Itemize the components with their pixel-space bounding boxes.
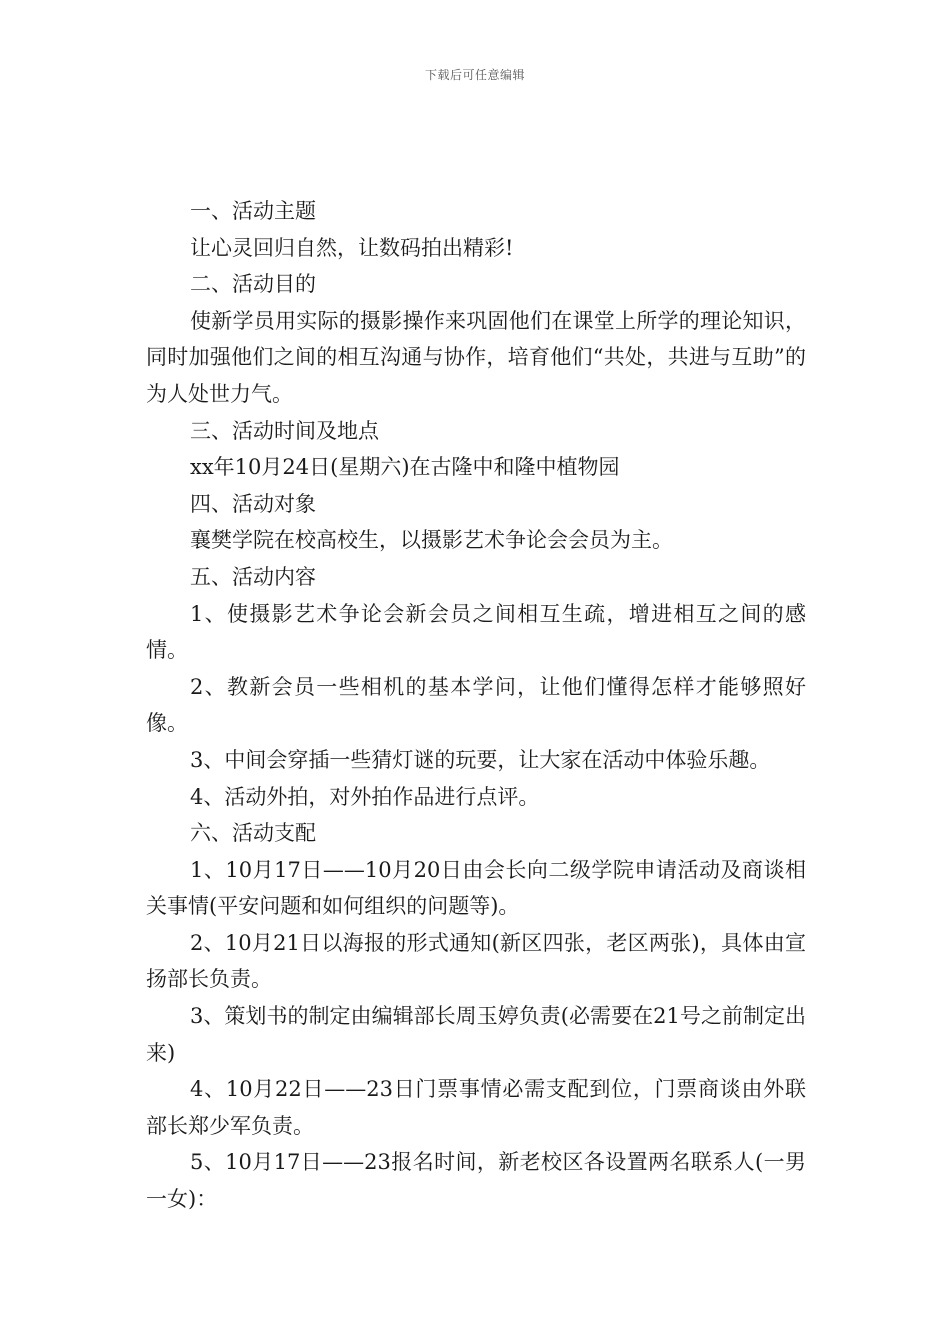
content-item-3: 3、中间会穿插一些猜灯谜的玩要，让大家在活动中体验乐趣。 — [190, 747, 771, 772]
paragraph-time-place: xx年10月24日(星期六)在古隆中和隆中植物园 — [190, 455, 620, 480]
section-heading-time-place: 三、活动时间及地点 — [190, 418, 379, 443]
arrangement-item-4: 4、10月22日——23日门票事情必需支配到位，门票商谈由外联部长郑少军负责。 — [146, 1077, 806, 1138]
paragraph-purpose: 使新学员用实际的摄影操作来巩固他们在课堂上所学的理论知识，同时加强他们之间的相互沟通与协作，培育他们“共处，共进与互助”的为人处世力气。 — [146, 308, 806, 406]
page-header: 下载后可任意编辑 — [424, 68, 525, 82]
section-heading-content: 五、活动内容 — [190, 564, 316, 589]
document-body — [146, 193, 806, 1218]
arrangement-item-1: 1、10月17日——10月20日由会长向二级学院申请活动及商谈相关事情(平安问题和如何组织的问题等)。 — [146, 857, 806, 919]
section-heading-purpose: 二、活动目的 — [190, 272, 316, 297]
section-heading-audience: 四、活动对象 — [190, 491, 316, 516]
section-heading-arrangement: 六、活动支配 — [190, 821, 316, 846]
section-heading-theme: 一、活动主题 — [190, 199, 316, 223]
arrangement-item-3: 3、策划书的制定由编辑部长周玉婷负责(必需要在21号之前制定出来) — [146, 1004, 806, 1065]
paragraph-theme: 让心灵回归自然，让数码拍出精彩! — [190, 235, 514, 260]
content-item-4: 4、活动外拍，对外拍作品进行点评。 — [190, 784, 540, 809]
paragraph-audience: 襄樊学院在校高校生，以摄影艺术争论会会员为主。 — [190, 528, 673, 553]
content-item-2: 2、教新会员一些相机的基本学问，让他们懂得怎样才能够照好像。 — [146, 674, 806, 736]
arrangement-item-5: 5、10月17日——23报名时间，新老校区各设置两名联系人(一男一女)： — [146, 1150, 806, 1212]
arrangement-item-2: 2、10月21日以海报的形式通知(新区四张，老区两张)，具体由宣扬部长负责。 — [146, 930, 806, 992]
content-item-1: 1、使摄影艺术争论会新会员之间相互生疏，增进相互之间的感情。 — [146, 601, 806, 663]
